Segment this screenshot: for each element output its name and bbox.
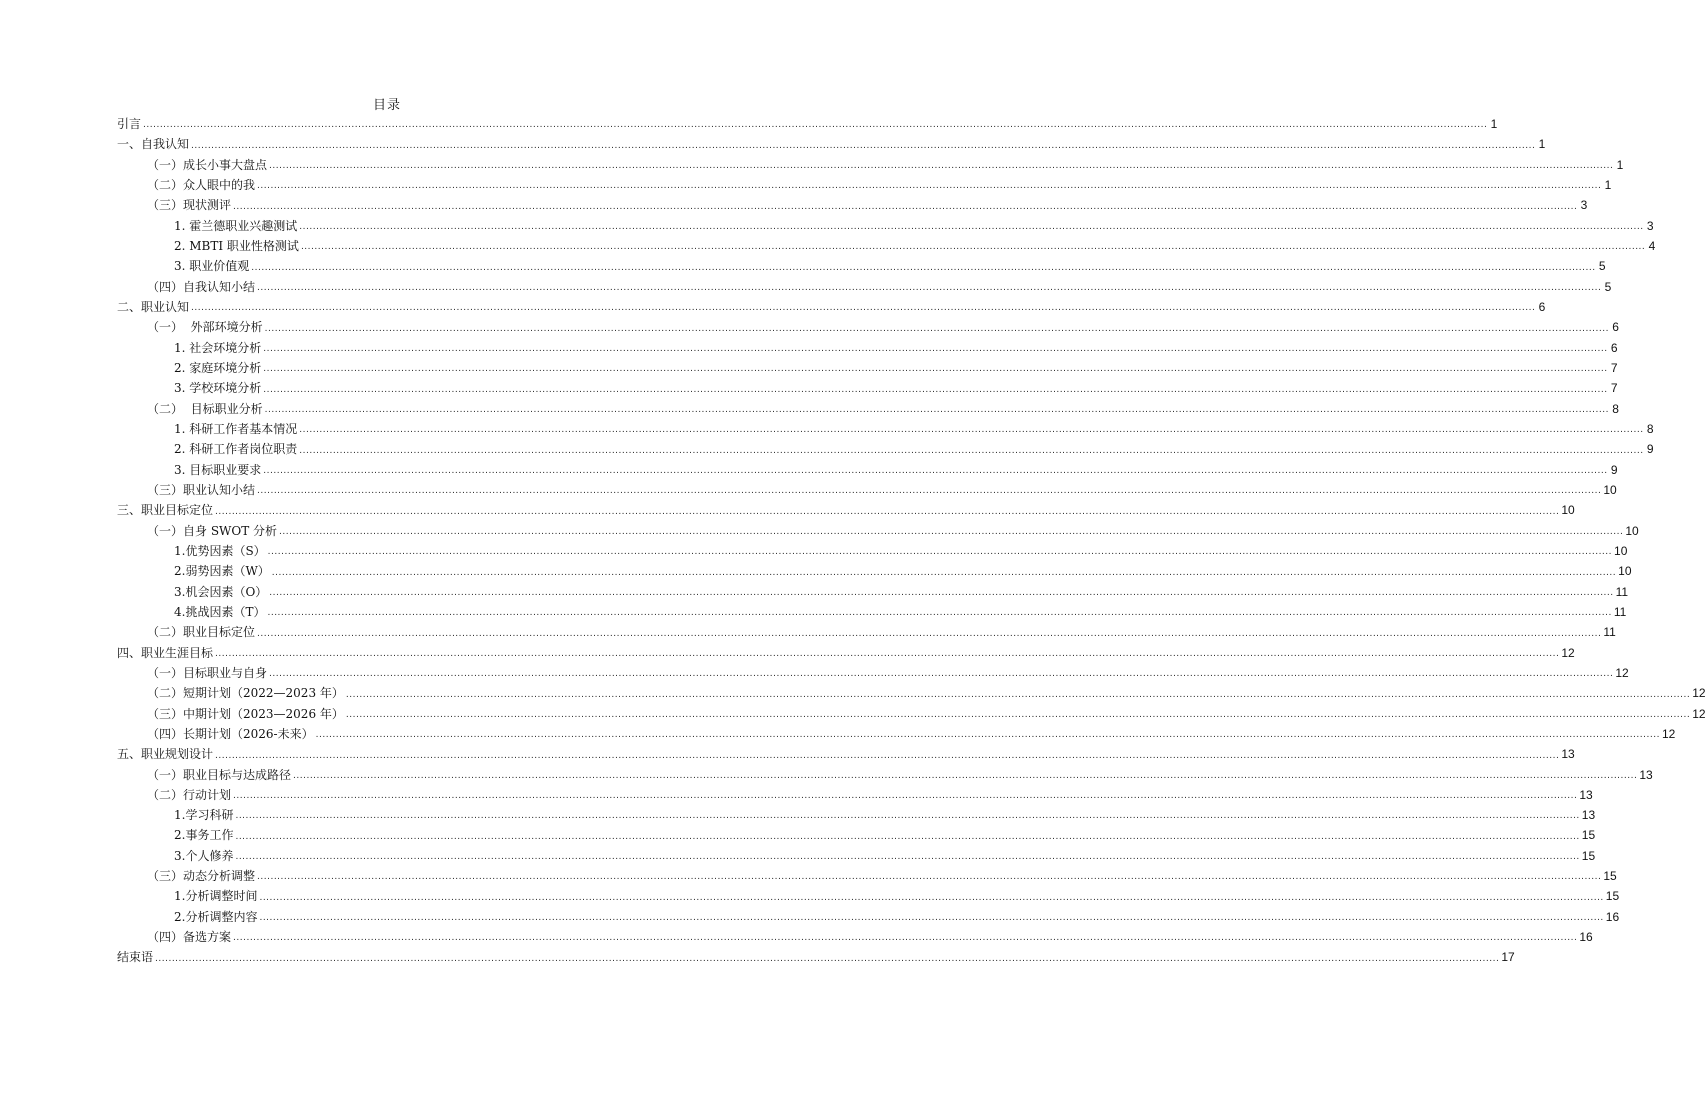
toc-entry[interactable]	[117, 724, 1676, 744]
toc-entry-label: （二）短期计划（2022—2023 年）	[147, 686, 344, 701]
toc-entry[interactable]	[117, 460, 1618, 480]
toc-entry[interactable]	[117, 947, 1515, 967]
toc-entry[interactable]	[117, 663, 1629, 683]
toc-entry[interactable]	[117, 399, 1619, 419]
toc-entry-label: 2.事务工作	[174, 828, 234, 843]
toc-entry[interactable]	[117, 236, 1656, 256]
toc-leader-dots: ................................................................................................................................................................................................................................................................................................................................................................................................................	[271, 567, 1617, 578]
toc-title: 目录	[372, 98, 401, 113]
toc-entry[interactable]	[117, 419, 1654, 439]
toc-entry-label: 1.优势因素（S）	[174, 543, 266, 558]
toc-entry-page-number: 6	[1612, 320, 1619, 335]
toc-entry-page-number: 13	[1579, 787, 1593, 802]
toc-entry-page-number: 4	[1648, 238, 1656, 253]
toc-entry-label: （一）职业目标与达成路径	[147, 767, 292, 782]
toc-entry[interactable]	[117, 805, 1596, 825]
toc-entry-page-number: 5	[1598, 259, 1606, 274]
toc-leader-dots: ................................................................................................................................................................................................................................................................................................................................................................................................................	[264, 404, 1609, 415]
toc-entry[interactable]	[117, 561, 1632, 581]
toc-entry-page-number: 12	[1661, 726, 1676, 741]
toc-leader-dots: ................................................................................................................................................................................................................................................................................................................................................................................................................	[259, 913, 1604, 924]
toc-leader-dots: ................................................................................................................................................................................................................................................................................................................................................................................................................	[264, 323, 1609, 334]
toc-leader-dots: ................................................................................................................................................................................................................................................................................................................................................................................................................	[233, 933, 1578, 944]
toc-entry-label: 3. 职业价值观	[174, 259, 250, 274]
toc-entry-label: 2. 家庭环境分析	[174, 360, 262, 375]
toc-entry-label: 3.机会因素（O）	[174, 584, 268, 599]
toc-entry-label: （三）中期计划（2023—2026 年）	[147, 706, 344, 721]
toc-entry-label: 2. MBTI 职业性格测试	[174, 238, 299, 253]
toc-leader-dots: ................................................................................................................................................................................................................................................................................................................................................................................................................	[267, 547, 1613, 558]
toc-entry-label: （四）自我认知小结	[147, 279, 256, 294]
toc-entry[interactable]	[117, 378, 1618, 398]
toc-entry[interactable]	[117, 358, 1618, 378]
toc-entry-label: 1. 社会环境分析	[174, 340, 262, 355]
toc-entry-label: 三、职业目标定位	[117, 503, 214, 518]
toc-entry-label: 2.分析调整内容	[174, 909, 258, 924]
toc-entry-page-number: 15	[1581, 828, 1596, 843]
toc-leader-dots: ................................................................................................................................................................................................................................................................................................................................................................................................................	[299, 221, 1644, 232]
toc-leader-dots: ................................................................................................................................................................................................................................................................................................................................................................................................................	[257, 628, 1602, 639]
toc-entry-label: 1. 科研工作者基本情况	[174, 421, 298, 436]
toc-entry-page-number: 10	[1614, 543, 1628, 558]
toc-entry[interactable]	[117, 338, 1618, 358]
toc-entry[interactable]	[117, 927, 1593, 947]
toc-leader-dots: ................................................................................................................................................................................................................................................................................................................................................................................................................	[269, 669, 1614, 680]
toc-entry-page-number: 13	[1561, 747, 1575, 762]
toc-entry-page-number: 5	[1604, 279, 1612, 294]
toc-entry[interactable]	[117, 155, 1624, 175]
toc-leader-dots: ................................................................................................................................................................................................................................................................................................................................................................................................................	[155, 953, 1500, 964]
toc-entry-page-number: 1	[1616, 157, 1624, 172]
toc-entry-page-number: 13	[1639, 767, 1653, 782]
toc-entry-page-number: 1	[1538, 137, 1546, 152]
toc-entry[interactable]	[117, 785, 1593, 805]
toc-entry-label: （四）长期计划（2026-未来）	[147, 726, 314, 741]
toc-entry-page-number: 6	[1610, 340, 1618, 355]
toc-entry-label: （四）备选方案	[147, 930, 232, 945]
toc-entry-page-number: 10	[1561, 503, 1575, 518]
toc-entry[interactable]	[117, 643, 1575, 663]
toc-entry-page-number: 11	[1613, 604, 1627, 619]
toc-entry-label: （一）自身 SWOT 分析	[147, 523, 278, 538]
toc-leader-dots: ................................................................................................................................................................................................................................................................................................................................................................................................................	[299, 425, 1644, 436]
toc-entry-page-number: 15	[1603, 869, 1617, 884]
toc-leader-dots: ................................................................................................................................................................................................................................................................................................................................................................................................................	[259, 892, 1604, 903]
toc-leader-dots: ................................................................................................................................................................................................................................................................................................................................................................................................................	[269, 160, 1614, 171]
toc-entry-label: （一） 外部环境分析	[147, 320, 263, 335]
toc-entry-label: （一）目标职业与自身	[147, 665, 268, 680]
toc-entry-label: 引言	[117, 117, 142, 131]
toc-entry-label: 4.挑战因素（T）	[174, 604, 266, 619]
toc-leader-dots: ................................................................................................................................................................................................................................................................................................................................................................................................................	[269, 587, 1614, 598]
toc-entry-page-number: 10	[1603, 482, 1617, 497]
toc-entry-page-number: 8	[1646, 421, 1654, 436]
toc-entry[interactable]	[117, 886, 1620, 906]
toc-leader-dots: ................................................................................................................................................................................................................................................................................................................................................................................................................	[263, 364, 1608, 375]
toc-entry-page-number: 12	[1692, 706, 1706, 721]
toc-entry[interactable]	[117, 582, 1629, 602]
toc-entry[interactable]	[117, 195, 1588, 215]
toc-leader-dots: ................................................................................................................................................................................................................................................................................................................................................................................................................	[279, 526, 1624, 537]
toc-entry-label: 2.弱势因素（W）	[174, 564, 270, 579]
toc-entry-page-number: 12	[1561, 645, 1575, 660]
toc-entry-page-number: 12	[1692, 686, 1706, 701]
toc-entry-label: （一）成长小事大盘点	[147, 157, 268, 172]
toc-leader-dots: ................................................................................................................................................................................................................................................................................................................................................................................................................	[257, 872, 1602, 883]
toc-entry[interactable]	[117, 256, 1606, 276]
toc-entry-page-number: 6	[1538, 299, 1546, 314]
toc-entry-page-number: 9	[1646, 442, 1654, 457]
toc-entry-page-number: 1	[1490, 117, 1498, 131]
toc-leader-dots: ................................................................................................................................................................................................................................................................................................................................................................................................................	[235, 852, 1580, 863]
toc-leader-dots: ................................................................................................................................................................................................................................................................................................................................................................................................................	[233, 791, 1578, 802]
toc-entry[interactable]	[117, 317, 1619, 337]
toc-entry[interactable]	[117, 846, 1596, 866]
toc-entry-label: 2. 科研工作者岗位职责	[174, 442, 298, 457]
toc-entry[interactable]	[117, 765, 1653, 785]
toc-entry[interactable]	[117, 216, 1654, 236]
toc-leader-dots: ................................................................................................................................................................................................................................................................................................................................................................................................................	[257, 282, 1602, 293]
toc-leader-dots: ................................................................................................................................................................................................................................................................................................................................................................................................................	[143, 120, 1488, 131]
toc-leader-dots: ................................................................................................................................................................................................................................................................................................................................................................................................................	[257, 181, 1602, 192]
toc-entry-label: （三）职业认知小结	[147, 482, 256, 497]
toc-list	[117, 114, 1706, 968]
toc-entry-label: 3. 目标职业要求	[174, 462, 262, 477]
toc-entry-label: 1. 霍兰德职业兴趣测试	[174, 218, 298, 233]
toc-entry-page-number: 13	[1581, 808, 1596, 823]
toc-leader-dots: ................................................................................................................................................................................................................................................................................................................................................................................................................	[235, 831, 1580, 842]
toc-entry[interactable]	[117, 622, 1616, 642]
toc-entry[interactable]	[117, 500, 1575, 520]
toc-entry-label: （二）职业目标定位	[147, 625, 256, 640]
toc-entry-page-number: 1	[1604, 177, 1612, 192]
toc-entry-page-number: 11	[1615, 584, 1629, 599]
toc-entry-page-number: 15	[1581, 848, 1596, 863]
toc-entry-page-number: 7	[1610, 381, 1618, 396]
toc-entry[interactable]	[117, 277, 1612, 297]
toc-entry[interactable]	[117, 602, 1627, 622]
toc-leader-dots: ................................................................................................................................................................................................................................................................................................................................................................................................................	[263, 465, 1608, 476]
toc-entry-page-number: 3	[1580, 198, 1588, 213]
toc-leader-dots: ................................................................................................................................................................................................................................................................................................................................................................................................................	[345, 709, 1691, 720]
toc-entry-page-number: 12	[1615, 665, 1629, 680]
toc-leader-dots: ................................................................................................................................................................................................................................................................................................................................................................................................................	[257, 486, 1602, 497]
toc-entry-label: 3. 学校环境分析	[174, 381, 262, 396]
toc-leader-dots: ................................................................................................................................................................................................................................................................................................................................................................................................................	[315, 730, 1660, 741]
toc-entry-label: 1.学习科研	[174, 808, 234, 823]
toc-entry[interactable]	[117, 297, 1546, 317]
toc-entry-label: 一、自我认知	[117, 137, 190, 152]
toc-entry[interactable]	[117, 439, 1654, 459]
toc-entry-page-number: 10	[1618, 564, 1632, 579]
toc-entry-label: 3.个人修养	[174, 848, 234, 863]
toc-leader-dots: ................................................................................................................................................................................................................................................................................................................................................................................................................	[251, 262, 1596, 273]
toc-leader-dots: ................................................................................................................................................................................................................................................................................................................................................................................................................	[215, 506, 1560, 517]
toc-entry-page-number: 7	[1610, 360, 1618, 375]
toc-entry-page-number: 16	[1579, 930, 1593, 945]
toc-leader-dots: ................................................................................................................................................................................................................................................................................................................................................................................................................	[263, 343, 1608, 354]
toc-leader-dots: ................................................................................................................................................................................................................................................................................................................................................................................................................	[293, 770, 1638, 781]
toc-entry-page-number: 17	[1501, 950, 1515, 965]
toc-entry-label: （三）动态分析调整	[147, 869, 256, 884]
toc-entry[interactable]	[117, 866, 1617, 886]
toc-entry-label: （二）行动计划	[147, 787, 232, 802]
toc-entry[interactable]	[117, 683, 1706, 703]
toc-entry-label: 四、职业生涯目标	[117, 645, 214, 660]
toc-leader-dots: ................................................................................................................................................................................................................................................................................................................................................................................................................	[215, 648, 1560, 659]
toc-leader-dots: ................................................................................................................................................................................................................................................................................................................................................................................................................	[191, 140, 1536, 151]
toc-entry-label: 五、职业规划设计	[117, 747, 214, 762]
toc-leader-dots: ................................................................................................................................................................................................................................................................................................................................................................................................................	[215, 750, 1560, 761]
toc-entry[interactable]	[117, 175, 1612, 195]
toc-leader-dots: ................................................................................................................................................................................................................................................................................................................................................................................................................	[345, 689, 1691, 700]
toc-leader-dots: ................................................................................................................................................................................................................................................................................................................................................................................................................	[233, 201, 1578, 212]
toc-leader-dots: ................................................................................................................................................................................................................................................................................................................................................................................................................	[267, 608, 1612, 619]
toc-entry-page-number: 9	[1610, 462, 1618, 477]
toc-entry[interactable]	[117, 825, 1596, 845]
toc-entry-label: （二）众人眼中的我	[147, 177, 256, 192]
toc-entry-page-number: 16	[1605, 909, 1620, 924]
toc-entry[interactable]	[117, 134, 1546, 154]
toc-entry-label: （三）现状测评	[147, 198, 232, 213]
toc-entry[interactable]	[117, 480, 1617, 500]
toc-entry-page-number: 8	[1612, 401, 1619, 416]
toc-entry[interactable]	[117, 704, 1706, 724]
toc-leader-dots: ................................................................................................................................................................................................................................................................................................................................................................................................................	[299, 445, 1644, 456]
toc-entry-page-number: 10	[1625, 523, 1639, 538]
toc-leader-dots: ................................................................................................................................................................................................................................................................................................................................................................................................................	[300, 242, 1646, 253]
toc-leader-dots: ................................................................................................................................................................................................................................................................................................................................................................................................................	[191, 303, 1536, 314]
toc-entry[interactable]	[117, 744, 1575, 764]
toc-leader-dots: ................................................................................................................................................................................................................................................................................................................................................................................................................	[263, 384, 1608, 395]
toc-entry-label: 1.分析调整时间	[174, 889, 258, 904]
toc-entry[interactable]	[117, 114, 1498, 134]
toc-entry[interactable]	[117, 521, 1639, 541]
toc-entry-label: 结束语	[117, 950, 154, 965]
toc-leader-dots: ................................................................................................................................................................................................................................................................................................................................................................................................................	[235, 811, 1580, 822]
toc-entry-page-number: 3	[1646, 218, 1654, 233]
toc-entry-label: （二） 目标职业分析	[147, 401, 263, 416]
toc-entry-page-number: 11	[1603, 625, 1616, 640]
toc-entry[interactable]	[117, 907, 1620, 927]
toc-entry-page-number: 15	[1605, 889, 1620, 904]
toc-entry-label: 二、职业认知	[117, 299, 190, 314]
toc-entry[interactable]	[117, 541, 1628, 561]
